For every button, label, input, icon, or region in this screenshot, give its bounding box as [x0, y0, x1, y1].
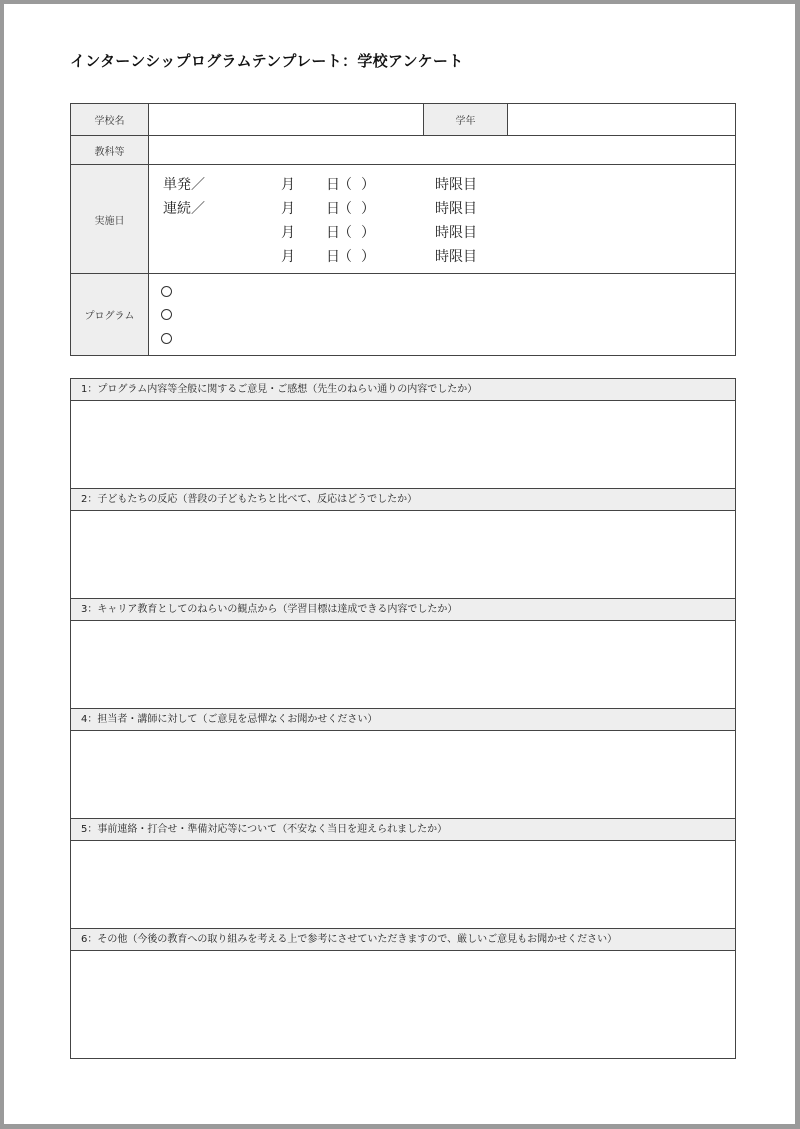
paren-close: ）: [361, 249, 375, 265]
section-answer-2[interactable]: [71, 511, 735, 599]
subject-field[interactable]: [149, 136, 735, 164]
month-label: 月: [281, 249, 295, 265]
grade-label: 学年: [424, 104, 507, 135]
section-answer-5[interactable]: [71, 841, 735, 929]
date-label: 実施日: [71, 165, 148, 273]
paren-open: （: [338, 177, 352, 193]
section-heading-1: 1：プログラム内容等全般に関するご意見・ご感想（先生のねらい通りの内容でしたか）: [71, 379, 735, 401]
document-page: [4, 4, 795, 1124]
circle-bullet-icon: [161, 309, 172, 320]
section-answer-1[interactable]: [71, 401, 735, 489]
date-type: 単発／: [163, 177, 205, 193]
section-answer-4[interactable]: [71, 731, 735, 819]
paren-open: （: [338, 201, 352, 217]
section-heading-3: 3：キャリア教育としてのねらいの観点から（学習目標は達成できる内容でしたか）: [71, 599, 735, 621]
paren-close: ）: [361, 201, 375, 217]
survey-sections: [70, 378, 736, 1059]
period-label: 時限目: [435, 249, 477, 265]
paren-close: ）: [361, 177, 375, 193]
date-type: 連続／: [163, 201, 205, 217]
page-title: インターンシップログラムテンプレート：学校アンケート: [70, 52, 464, 70]
paren-close: ）: [361, 225, 375, 241]
period-label: 時限目: [435, 177, 477, 193]
subject-label: 教科等: [71, 136, 148, 164]
day-label: 日: [326, 201, 340, 217]
info-table: [70, 103, 736, 356]
circle-bullet-icon: [161, 333, 172, 344]
section-heading-2: 2：子どもたちの反応（普段の子どもたちと比べて、反応はどうでしたか）: [71, 489, 735, 511]
date-field[interactable]: [149, 165, 735, 273]
day-label: 日: [326, 177, 340, 193]
school-name-field[interactable]: [149, 104, 423, 135]
paren-open: （: [338, 225, 352, 241]
section-heading-5: 5：事前連絡・打合せ・準備対応等について（不安なく当日を迎えられましたか）: [71, 819, 735, 841]
section-heading-6: 6：その他（今後の教育への取り組みを考える上で参考にさせていただきますので、厳しいご意見もお聞かせください）: [71, 929, 735, 951]
paren-open: （: [338, 249, 352, 265]
school-name-label: 学校名: [71, 104, 148, 135]
day-label: 日: [326, 225, 340, 241]
circle-bullet-icon: [161, 286, 172, 297]
period-label: 時限目: [435, 225, 477, 241]
section-heading-4: 4：担当者・講師に対して（ご意見を忌憚なくお聞かせください）: [71, 709, 735, 731]
period-label: 時限目: [435, 201, 477, 217]
month-label: 月: [281, 225, 295, 241]
day-label: 日: [326, 249, 340, 265]
section-answer-6[interactable]: [71, 951, 735, 1058]
month-label: 月: [281, 201, 295, 217]
month-label: 月: [281, 177, 295, 193]
section-answer-3[interactable]: [71, 621, 735, 709]
program-field[interactable]: [149, 274, 735, 355]
grade-field[interactable]: [508, 104, 735, 135]
program-label: プログラム: [71, 274, 148, 355]
